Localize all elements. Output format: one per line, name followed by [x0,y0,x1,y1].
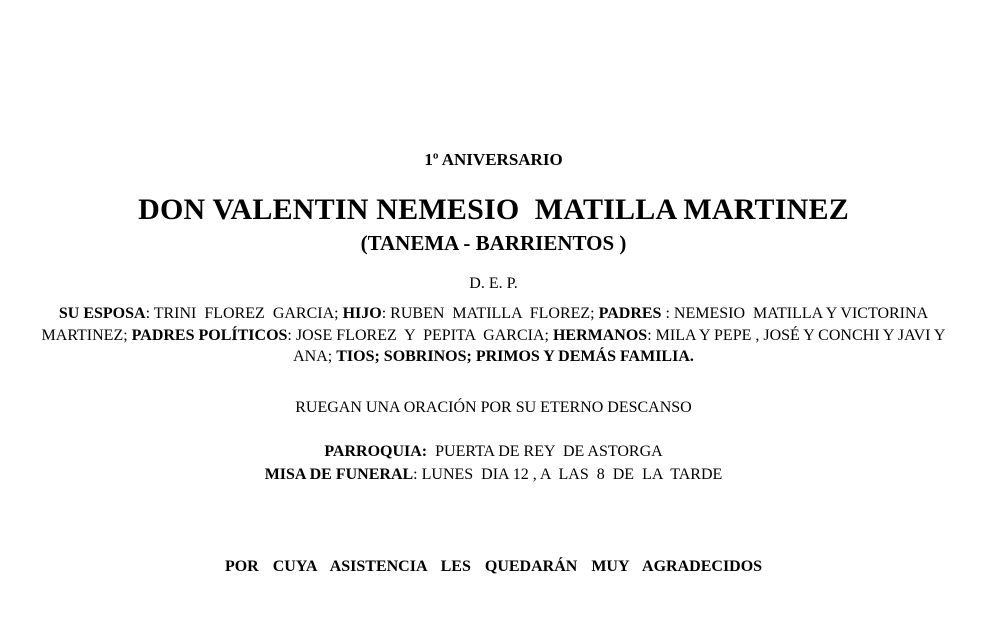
mass-label: MISA DE FUNERAL [264,466,414,483]
parish-value: PUERTA DE REY DE ASTORGA [427,443,663,460]
family-list [40,303,947,368]
esposa-text: : TRINI FLOREZ GARCIA; [145,305,343,322]
thanks-line: POR CUYA ASISTENCIA LES QUEDARÁN MUY AGRADECIDOS [224,558,763,575]
mass-value: : LUNES DIA 12 , A LAS 8 DE LA TARDE [413,466,723,483]
hermanos-label: HERMANOS [552,326,648,344]
padres-politicos-label: PADRES POLÍTICOS [131,326,288,344]
parish-line [0,443,987,461]
dep-abbreviation: D. E. P. [469,275,518,292]
padres-politicos-text: : JOSE FLOREZ Y PEPITA GARCIA; [287,326,553,344]
deceased-name: DON VALENTIN NEMESIO MATILLA MARTINEZ [138,193,849,226]
prayer-request: RUEGAN UNA ORACIÓN POR SU ETERNO DESCANSO [295,399,692,416]
hermanos-text: : MILA Y PEPE , JOSÉ Y CONCHI Y JAVI Y ANA; [293,326,949,365]
other-relatives-label: TIOS; SOBRINOS; PRIMOS Y DEMÁS FAMILIA. [336,348,694,365]
nickname: (TANEMA - BARRIENTOS ) [360,231,627,255]
padres-label: PADRES [598,305,662,322]
hijo-label: HIJO [342,305,382,322]
anniversary-heading: 1º ANIVERSARIO [424,150,563,169]
parish-label: PARROQUIA: [324,443,428,460]
padres-text: : NEMESIO MATILLA Y VICTORINA MARTINEZ; [41,305,937,344]
esposa-label: SU ESPOSA [58,305,146,322]
hijo-text: : RUBEN MATILLA FLOREZ; [381,305,599,322]
mass-line [0,466,987,484]
